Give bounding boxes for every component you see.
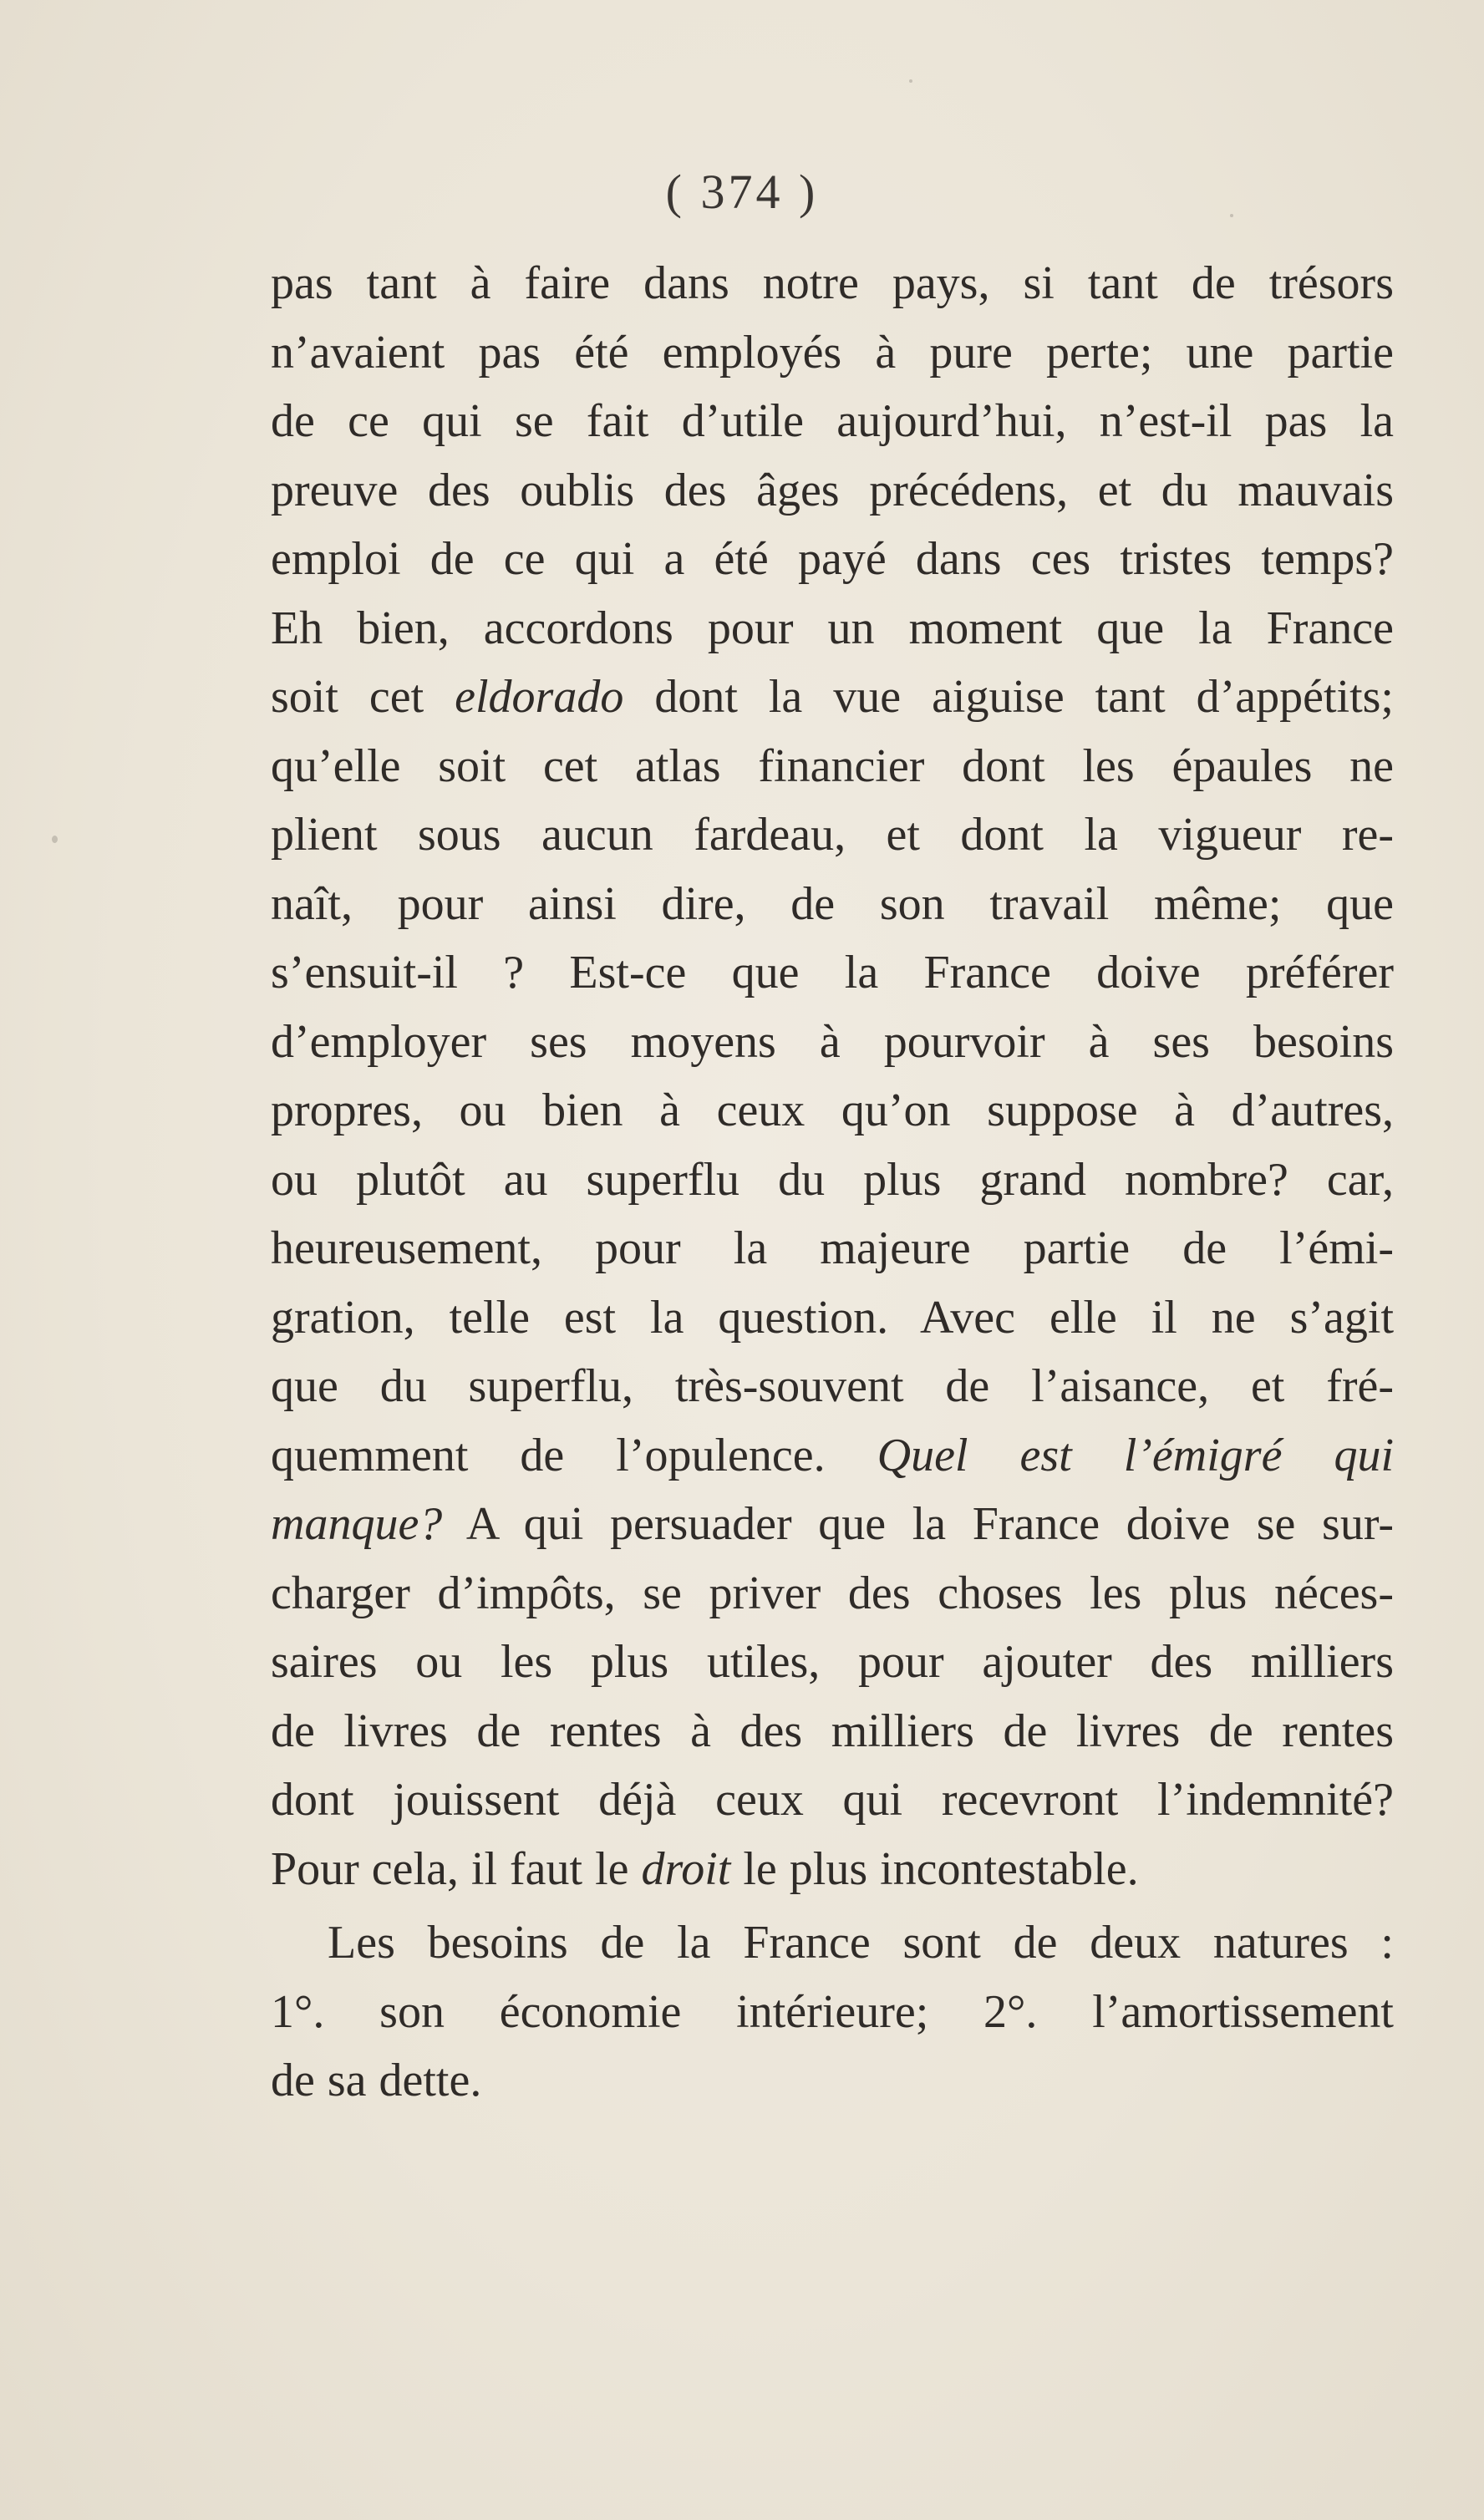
text-run: plient sous aucun fardeau, et dont la vigueur re- <box>271 809 1394 861</box>
text-line <box>271 525 1394 594</box>
text-line <box>271 1766 1394 1835</box>
text-line <box>271 938 1394 1008</box>
text-run: Eh bien, accordons pour un moment que la France <box>271 602 1394 654</box>
text-line <box>271 1978 1394 2047</box>
text-line <box>271 800 1394 870</box>
paper-speck <box>909 79 912 83</box>
text-line <box>271 1628 1394 1697</box>
italic-text: Quel est l’émigré qui <box>877 1429 1394 1481</box>
text-line <box>271 1421 1394 1491</box>
page-number: ( 374 ) <box>665 165 819 219</box>
paper-speck <box>52 836 58 843</box>
text-run: dont jouissent déjà ceux qui recevront l’indemnité? <box>271 1774 1394 1826</box>
text-line <box>271 1352 1394 1421</box>
text-run: soit cet <box>271 671 455 723</box>
italic-text: manque? <box>271 1498 443 1550</box>
text-line <box>271 456 1394 526</box>
text-run: de sa dette. <box>271 2055 482 2106</box>
text-line <box>271 249 1394 318</box>
text-line <box>271 870 1394 939</box>
text-line <box>271 1559 1394 1628</box>
text-line <box>271 594 1394 663</box>
italic-text: eldorado <box>455 671 624 723</box>
text-line <box>271 1076 1394 1146</box>
text-run: qu’elle soit cet atlas financier dont les épaules ne <box>271 739 1394 792</box>
text-line <box>271 1908 1394 1978</box>
text-run: quemment de l’opulence. <box>271 1429 877 1481</box>
text-run: d’employer ses moyens à pourvoir à ses besoins <box>271 1015 1394 1068</box>
text-line <box>271 1835 1394 1904</box>
text-run: s’ensuit-il ? Est-ce que la France doive préférer <box>271 947 1394 998</box>
text-line <box>271 318 1394 388</box>
text-run: Pour cela, il faut le <box>271 1842 642 1895</box>
text-line <box>271 732 1394 801</box>
text-line <box>271 2046 1394 2116</box>
text-run: pas tant à faire dans notre pays, si tant de trésors <box>271 257 1394 309</box>
text-run: heureusement, pour la majeure partie de l’émi- <box>271 1222 1394 1274</box>
body-text <box>271 249 1394 2116</box>
text-run: charger d’impôts, se priver des choses les plus néces- <box>271 1567 1394 1619</box>
text-run: Les besoins de la France sont de deux natures : <box>328 1917 1394 1969</box>
text-line <box>271 1146 1394 1215</box>
paper-speck <box>1230 214 1233 217</box>
text-line <box>271 1697 1394 1766</box>
text-run: de livres de rentes à des milliers de livres de rentes <box>271 1705 1394 1757</box>
text-line <box>271 1283 1394 1353</box>
text-run: dont la vue aiguise tant d’appétits; <box>623 671 1394 723</box>
text-run: naît, pour ainsi dire, de son travail même; que <box>271 877 1394 930</box>
text-line <box>271 663 1394 732</box>
text-line <box>271 1008 1394 1077</box>
text-run: de ce qui se fait d’utile aujourd’hui, n’est-il pas la <box>271 395 1394 447</box>
text-line <box>271 387 1394 456</box>
text-run: A qui persuader que la France doive se sur- <box>442 1498 1394 1550</box>
text-run: n’avaient pas été employés à pure perte; une partie <box>271 326 1394 379</box>
text-run: gration, telle est la question. Avec elle il ne s’agit <box>271 1291 1394 1344</box>
text-run: 1°. son économie intérieure; 2°. l’amortissement <box>271 1985 1394 2038</box>
text-run: preuve des oublis des âges précédens, et du mauvais <box>271 464 1394 516</box>
text-run: que du superflu, très-souvent de l’aisance, et fré- <box>271 1360 1394 1412</box>
text-line <box>271 1214 1394 1283</box>
text-line <box>271 1490 1394 1559</box>
text-run: le plus incontestable. <box>730 1842 1139 1895</box>
text-run: ou plutôt au superflu du plus grand nombre? car, <box>271 1153 1394 1206</box>
text-run: saires ou les plus utiles, pour ajouter des milliers <box>271 1636 1394 1688</box>
italic-text: droit <box>641 1842 731 1895</box>
text-run: propres, ou bien à ceux qu’on suppose à d’autres, <box>271 1085 1394 1136</box>
text-run: emploi de ce qui a été payé dans ces tristes temps? <box>271 533 1394 585</box>
